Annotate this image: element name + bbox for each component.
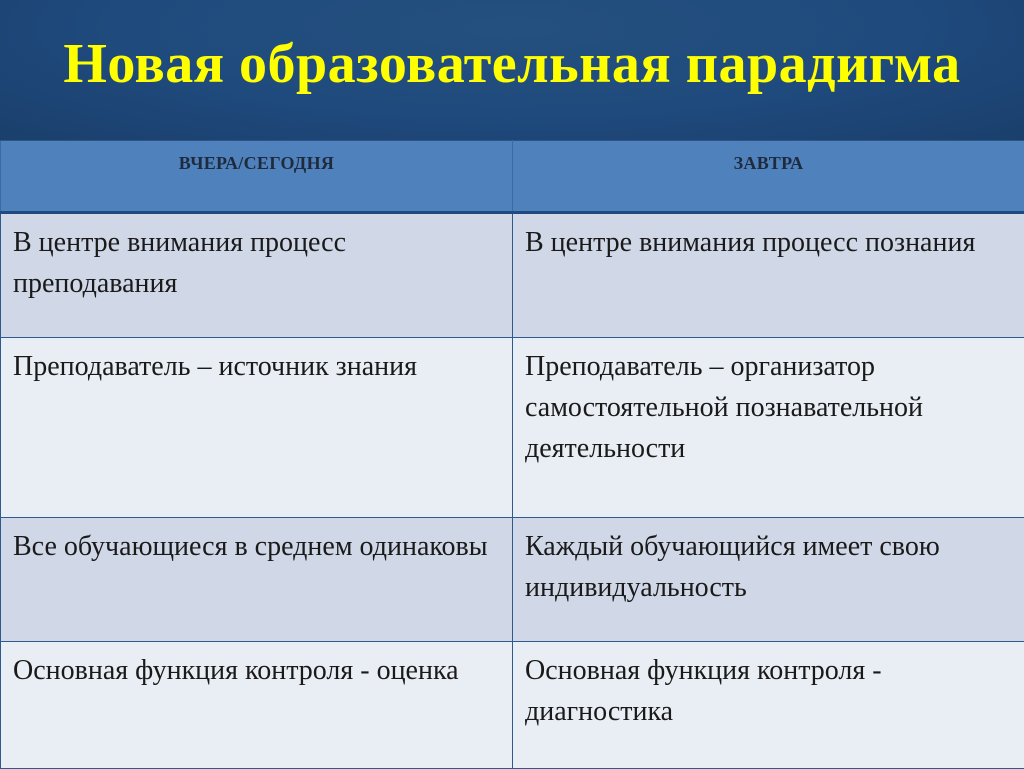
table-cell: В центре внимания процесс познания [513,213,1024,338]
table-header-row [1,141,1024,213]
table-cell: Каждый обучающийся имеет свою индивидуальность [513,518,1024,642]
column-header-tomorrow: ЗАВТРА [513,141,1024,213]
slide-title: Новая образовательная парадигма [0,28,1024,100]
table-row [1,213,1024,338]
table-row [1,642,1024,769]
column-header-yesterday-today: ВЧЕРА/СЕГОДНЯ [1,141,513,213]
table-row [1,518,1024,642]
table-cell: Преподаватель – организатор самостоятельной познавательной деятельности [513,338,1024,518]
title-bar [0,0,1024,140]
table-cell: Все обучающиеся в среднем одинаковы [1,518,513,642]
table-row [1,338,1024,518]
table-cell: Преподаватель – источник знания [1,338,513,518]
table-cell: В центре внимания процесс преподавания [1,213,513,338]
comparison-table [0,140,1024,769]
table-cell: Основная функция контроля - оценка [1,642,513,769]
table-cell: Основная функция контроля - диагностика [513,642,1024,769]
